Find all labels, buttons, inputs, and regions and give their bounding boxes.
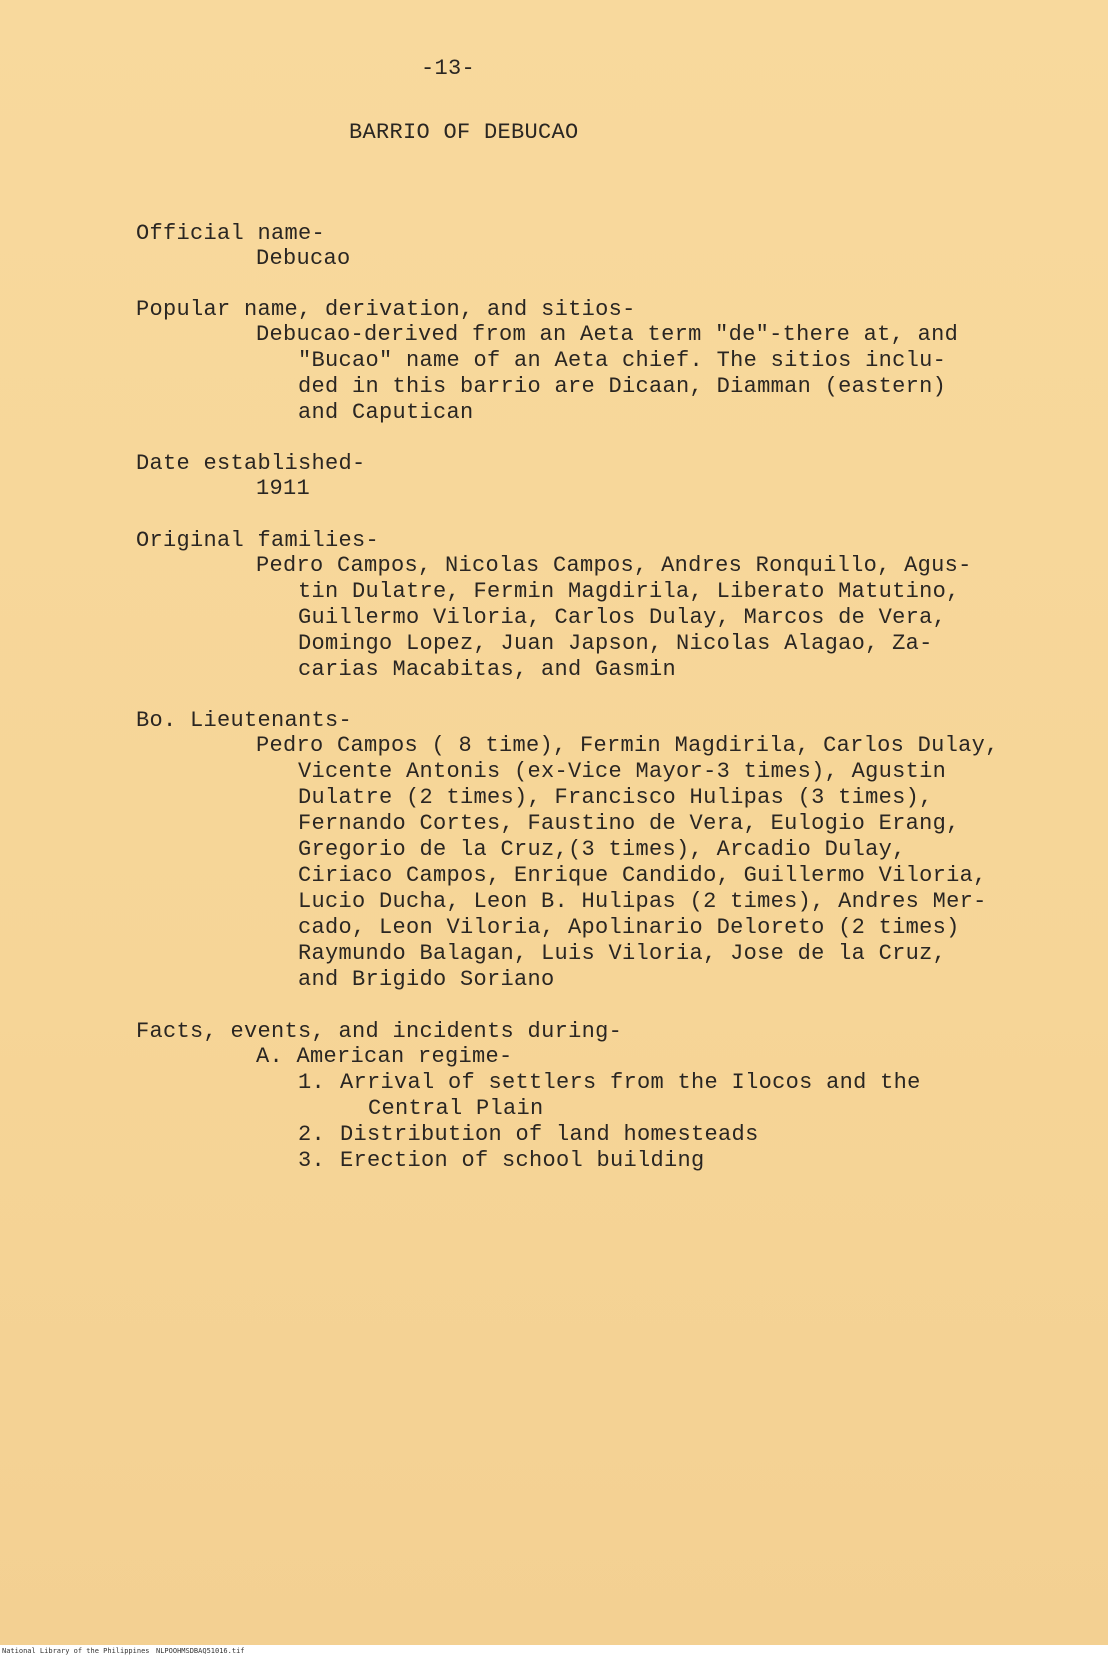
popular-name-heading: Popular name, derivation, and sitios- (136, 297, 636, 322)
lieutenants-line: Fernando Cortes, Faustino de Vera, Eulogio Erang, (298, 811, 960, 836)
footer-library: National Library of the Philippines (2, 1647, 150, 1655)
original-families-line: Domingo Lopez, Juan Japson, Nicolas Alagao, Za- (298, 631, 933, 656)
list-item-text: Distribution of land homesteads (340, 1122, 759, 1147)
lieutenants-line: Ciriaco Campos, Enrique Candido, Guillermo Viloria, (298, 863, 987, 888)
lieutenants-line: Vicente Antonis (ex-Vice Mayor-3 times), Agustin (298, 759, 947, 784)
list-item-text: Arrival of settlers from the Ilocos and the (340, 1070, 921, 1095)
list-item-number: 3. (298, 1148, 326, 1173)
list-item-continuation: Central Plain (368, 1096, 544, 1121)
document-title: BARRIO OF DEBUCAO (349, 120, 579, 145)
list-item-number: 2. (298, 1122, 326, 1147)
footer-file-name: NLPOOHMSDBAQ51016.tif (156, 1647, 245, 1655)
lieutenants-line: Dulatre (2 times), Francisco Hulipas (3 times), (298, 785, 933, 810)
lieutenants-line: cado, Leon Viloria, Apolinario Deloreto (2 times) (298, 915, 960, 940)
lieutenants-line: Lucio Ducha, Leon B. Hulipas (2 times), Andres Mer- (298, 889, 987, 914)
lieutenants-line: Pedro Campos ( 8 time), Fermin Magdirila, Carlos Dulay, (256, 733, 999, 758)
american-regime-heading: A. American regime- (256, 1044, 513, 1069)
list-item-number: 1. (298, 1070, 326, 1095)
popular-name-line: "Bucao" name of an Aeta chief. The sitios inclu- (298, 348, 947, 373)
date-established-heading: Date established- (136, 451, 366, 476)
list-item-text: Erection of school building (340, 1148, 705, 1173)
lieutenants-heading: Bo. Lieutenants- (136, 708, 353, 733)
original-families-line: carias Macabitas, and Gasmin (298, 657, 677, 682)
date-established-value: 1911 (256, 476, 311, 501)
lieutenants-line: Raymundo Balagan, Luis Viloria, Jose de la Cruz, (298, 941, 947, 966)
facts-heading: Facts, events, and incidents during- (136, 1019, 623, 1044)
original-families-line: Pedro Campos, Nicolas Campos, Andres Ronquillo, Agus- (256, 553, 972, 578)
original-families-line: tin Dulatre, Fermin Magdirila, Liberato Matutino, (298, 579, 960, 604)
original-families-line: Guillermo Viloria, Carlos Dulay, Marcos de Vera, (298, 605, 947, 630)
lieutenants-line: and Brigido Soriano (298, 967, 555, 992)
popular-name-line: Debucao-derived from an Aeta term "de"-there at, and (256, 322, 959, 347)
popular-name-line: ded in this barrio are Dicaan, Diamman (eastern) (298, 374, 947, 399)
official-name-heading: Official name- (136, 221, 326, 246)
original-families-heading: Original families- (136, 528, 380, 553)
popular-name-line: and Caputican (298, 400, 474, 425)
lieutenants-line: Gregorio de la Cruz,(3 times), Arcadio Dulay, (298, 837, 906, 862)
page-number: -13- (421, 56, 476, 81)
official-name-value: Debucao (256, 246, 351, 271)
